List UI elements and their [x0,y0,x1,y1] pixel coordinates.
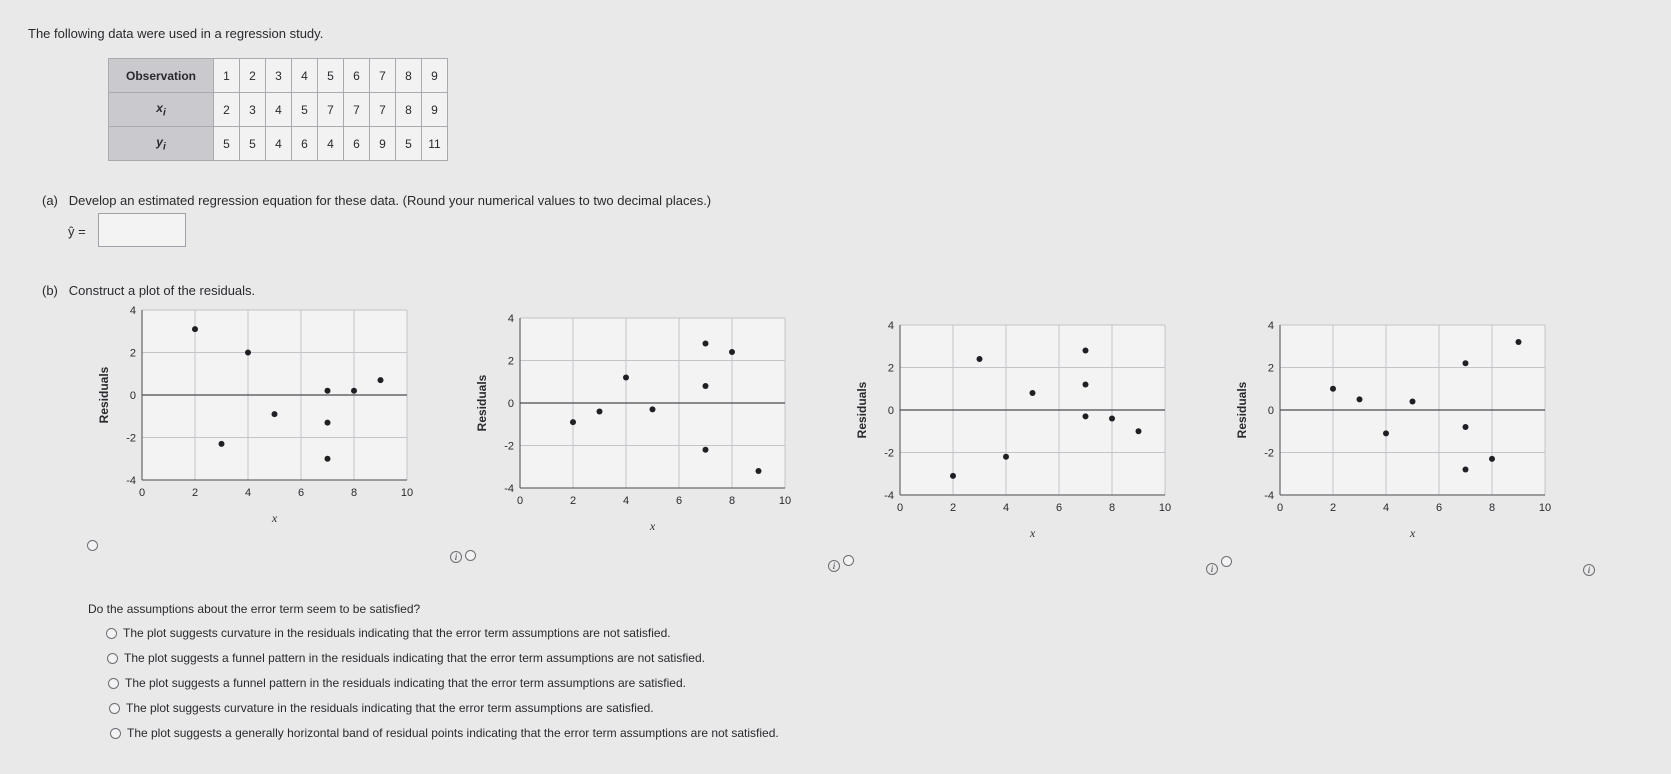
residual-point [570,419,576,425]
residual-plot-svg [1230,315,1590,575]
x-tick-label: 8 [728,495,736,507]
residual-point [1003,454,1009,460]
info-icon[interactable]: i [1583,564,1595,576]
x-tick-label: 8 [350,487,358,499]
residual-point [219,441,225,447]
y-axis-label: Residuals [1235,381,1249,439]
residual-point [1463,360,1469,366]
table-cell: 1 [214,59,240,93]
table-cell: 2 [214,93,240,127]
option-5-label: The plot suggests a generally horizontal band of residual points indicating that the error term assumptions are not satisfied. [127,726,779,740]
table-cell: 3 [266,59,292,93]
part-b-prompt [42,283,255,298]
residual-point [623,375,629,381]
table-cell: 9 [422,93,448,127]
residual-point [378,377,384,383]
y-axis-label: Residuals [855,381,869,439]
table-cell: 4 [266,93,292,127]
option-4-label: The plot suggests curvature in the residuals indicating that the error term assumptions are satisfied. [126,701,654,715]
y-tick-label: -4 [1264,490,1274,502]
residual-point [1083,382,1089,388]
residual-point [977,356,983,362]
x-axis-label: x [1409,526,1416,540]
info-icon[interactable]: i [828,560,840,572]
y-tick-label: 0 [507,398,514,410]
x-axis-label: x [271,511,278,525]
yhat-label: ŷ = [68,224,86,239]
x-tick-label: 2 [1329,502,1337,514]
residual-plot-4 [1230,315,1590,575]
table-cell: 5 [396,127,422,161]
y-tick-label: 4 [1267,320,1274,332]
y-tick-label: 4 [887,320,894,332]
info-icon[interactable]: i [450,551,462,563]
table-cell: 2 [240,59,266,93]
y-tick-label: -4 [504,483,514,495]
table-row [109,93,448,127]
data-table [108,58,448,161]
plot-4-radio[interactable] [1221,556,1232,567]
plot-2-radio[interactable] [465,550,476,561]
option-1-label: The plot suggests curvature in the residuals indicating that the error term assumptions are not satisfied. [123,626,671,640]
x-tick-label: 6 [675,495,683,507]
residual-plot-svg [850,315,1210,575]
option-5-radio[interactable] [110,728,121,739]
table-cell: 6 [344,127,370,161]
observation-header: Observation [109,59,214,93]
table-cell: 4 [292,59,318,93]
y-tick-label: -2 [126,432,136,445]
residual-point [1330,386,1336,392]
x-tick-label: 6 [1435,502,1443,514]
y-axis-label: Residuals [97,366,111,424]
residual-point [756,468,762,474]
table-cell: 11 [422,127,448,161]
residual-point [703,383,709,389]
option-2-radio[interactable] [107,653,118,664]
table-cell: 9 [422,59,448,93]
y-tick-label: 4 [129,305,136,317]
x-axis-label: x [649,519,656,533]
table-cell: 8 [396,93,422,127]
residual-plot-1 [92,300,452,560]
y-tick-label: 2 [1267,362,1274,375]
table-row [109,127,448,161]
y-tick-label: -4 [884,490,894,502]
x-tick-label: 8 [1488,502,1496,514]
part-a-label: (a) [42,193,58,208]
residual-point [1489,456,1495,462]
option-2-label: The plot suggests a funnel pattern in the residuals indicating that the error term assumptions are not satisfied. [124,651,705,665]
table-cell: 3 [240,93,266,127]
y-axis-label: Residuals [475,374,489,432]
table-cell: 5 [240,127,266,161]
x-tick-label: 2 [191,487,199,499]
table-cell: 7 [344,93,370,127]
x-tick-label: 0 [516,495,524,507]
residual-point [703,447,709,453]
residual-point [1083,413,1089,419]
x-tick-label: 6 [297,487,305,499]
table-cell: 8 [396,59,422,93]
y-tick-label: 0 [129,390,136,402]
option-4[interactable] [109,701,654,715]
table-row [109,59,448,93]
table-cell: 5 [318,59,344,93]
y-tick-label: -2 [1264,447,1274,460]
y-tick-label: 2 [507,355,514,368]
part-a-prompt [42,193,711,208]
residual-point [1109,416,1115,422]
residual-point [1516,339,1522,345]
y-tick-label: -2 [504,440,514,453]
y-tick-label: 2 [887,362,894,375]
assumption-question: Do the assumptions about the error term seem to be satisfied? [88,602,421,616]
x-tick-label: 0 [1276,502,1284,514]
plot-1-radio[interactable] [87,540,98,551]
table-cell: 4 [318,127,344,161]
y-tick-label: 2 [129,347,136,360]
residual-point [1357,396,1363,402]
residual-point [325,388,331,394]
residual-plot-svg [92,300,452,560]
residual-point [325,420,331,426]
x-tick-label: 0 [138,487,146,499]
y-tick-label: 0 [1267,405,1274,417]
y-header: $y_i$ [109,127,214,161]
residual-point [325,456,331,462]
table-cell: 7 [318,93,344,127]
regression-equation-input[interactable] [98,213,186,247]
y-tick-label: -2 [884,447,894,460]
option-4-radio[interactable] [109,703,120,714]
residual-point [245,350,251,356]
x-tick-label: 8 [1108,502,1116,514]
table-cell: 6 [344,59,370,93]
residual-point [729,349,735,355]
x-header: $x_i$ [109,93,214,127]
y-tick-label: -4 [126,475,136,487]
residual-point [272,411,278,417]
option-3[interactable] [108,676,686,690]
x-tick-label: 10 [1158,502,1172,514]
option-5[interactable] [110,726,779,740]
table-cell: 9 [370,127,396,161]
residual-point [597,409,603,415]
part-b-text: Construct a plot of the residuals. [68,283,256,298]
option-1[interactable] [106,626,671,640]
option-2[interactable] [107,651,705,665]
x-tick-label: 2 [949,502,957,514]
x-tick-label: 4 [1002,502,1010,514]
x-tick-label: 10 [778,495,792,507]
x-tick-label: 10 [1538,502,1552,514]
residual-point [192,326,198,332]
residual-point [650,406,656,412]
residual-point [703,341,709,347]
residual-plot-2 [470,308,830,568]
table-cell: 5 [214,127,240,161]
x-tick-label: 4 [622,495,630,507]
part-b-label: (b) [42,283,58,298]
x-tick-label: 4 [1382,502,1390,514]
residual-point [1136,428,1142,434]
x-axis-label: x [1029,526,1036,540]
table-cell: 7 [370,59,396,93]
table-cell: 5 [292,93,318,127]
table-cell: 4 [266,127,292,161]
table-cell: 7 [370,93,396,127]
x-tick-label: 0 [896,502,904,514]
option-3-radio[interactable] [108,678,119,689]
residual-point [1410,399,1416,405]
option-1-radio[interactable] [106,628,117,639]
residual-point [1083,348,1089,354]
option-3-label: The plot suggests a funnel pattern in the residuals indicating that the error term assumptions are satisfied. [125,676,686,690]
residual-point [351,388,357,394]
y-tick-label: 4 [507,313,514,325]
intro-text: The following data were used in a regression study. [28,26,324,41]
part-a-text: Develop an estimated regression equation for these data. (Round your numerical values to two decimal places.) [68,193,712,208]
residual-point [1030,390,1036,396]
info-icon[interactable]: i [1206,563,1218,575]
x-tick-label: 6 [1055,502,1063,514]
residual-plot-svg [470,308,830,568]
residual-plot-3 [850,315,1210,575]
residual-point [950,473,956,479]
table-cell: 6 [292,127,318,161]
residual-point [1463,467,1469,473]
plot-3-radio[interactable] [843,555,854,566]
x-tick-label: 4 [244,487,252,499]
x-tick-label: 2 [569,495,577,507]
y-tick-label: 0 [887,405,894,417]
residual-point [1463,424,1469,430]
residual-point [1383,430,1389,436]
x-tick-label: 10 [400,487,414,499]
